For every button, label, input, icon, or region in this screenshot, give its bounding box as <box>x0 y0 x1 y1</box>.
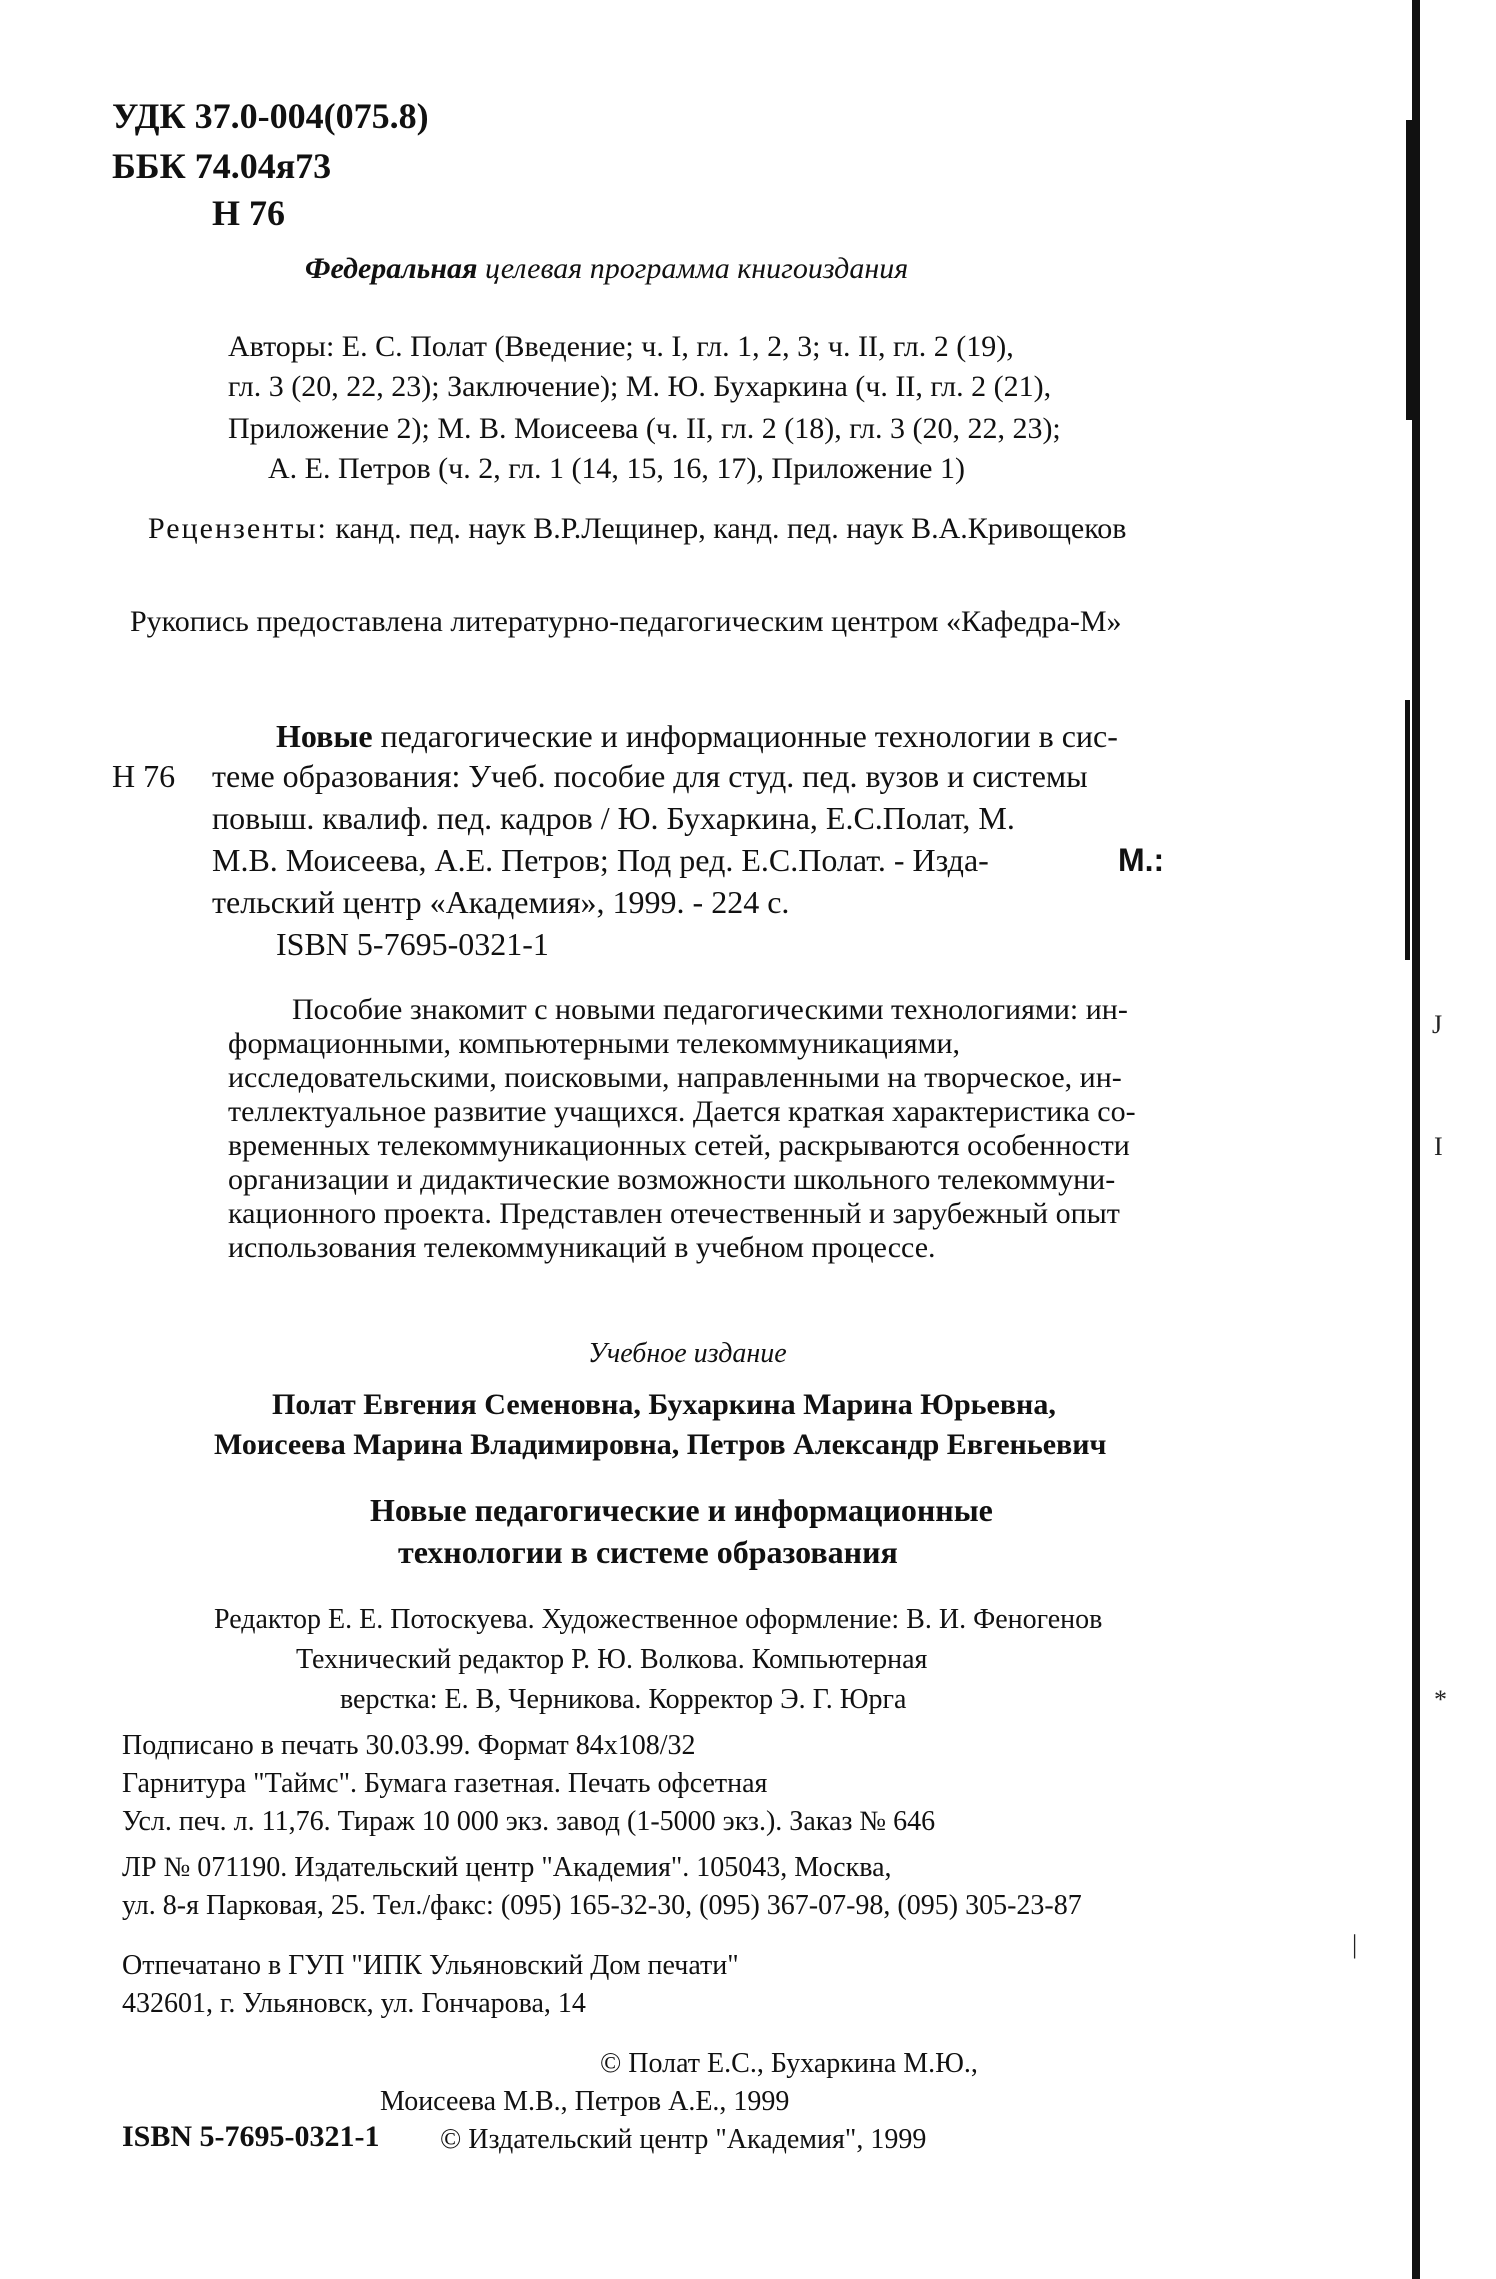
biblio-line-2: теме образования: Учеб. пособие для студ. пед. вузов и системы <box>212 758 1088 794</box>
copyright-line-2: Моисеева М.В., Петров А.Е., 1999 <box>380 2086 790 2117</box>
scan-edge-smudge <box>1406 120 1412 420</box>
credits-line-2: Технический редактор Р. Ю. Волкова. Компьютерная <box>296 1644 928 1675</box>
biblio-line-1: Новые педагогические и информационные технологии в сис- <box>276 718 1118 754</box>
edition-title-2: технологии в системе образования <box>398 1534 898 1570</box>
abstract-line: исследовательскими, поисковыми, направленными на творческое, ин- <box>228 1061 1122 1094</box>
imprint-line-2: Гарнитура "Таймс". Бумага газетная. Печать офсетная <box>122 1768 768 1799</box>
abstract-line: формационными, компьютерными телекоммуникациями, <box>228 1027 961 1060</box>
imprint-line-1: Подписано в печать 30.03.99. Формат 84x108/32 <box>122 1730 696 1761</box>
authors-line-1: Авторы: Е. С. Полат (Введение; ч. I, гл. 1, 2, 3; ч. II, гл. 2 (19), <box>228 330 1014 363</box>
scan-speck: J <box>1432 1010 1443 1039</box>
scan-speck: * <box>1434 1685 1447 1714</box>
edition-label: Учебное издание <box>588 1338 787 1369</box>
authors-line-3: Приложение 2); М. В. Моисеева (ч. II, гл. 2 (18), гл. 3 (20, 22, 23); <box>228 412 1061 445</box>
scan-edge-smudge <box>1405 700 1410 960</box>
scan-edge-line <box>1412 0 1420 2279</box>
biblio-line-3: повыш. квалиф. пед. кадров / Ю. Бухаркина, Е.С.Полат, М. <box>212 800 1015 836</box>
copyright-line-3: © Издательский центр "Академия", 1999 <box>440 2124 927 2155</box>
edition-authors-1: Полат Евгения Семеновна, Бухаркина Марина Юрьевна, <box>272 1388 1056 1421</box>
federal-program: Федеральная целевая программа книгоиздания <box>305 252 909 285</box>
author-sign: Н 76 <box>212 193 286 233</box>
abstract-line: Пособие знакомит с новыми педагогическими технологиями: ин- <box>292 993 1128 1026</box>
biblio-code: Н 76 <box>112 758 176 794</box>
biblio-line-4: М.В. Моисеева, А.Е. Петров; Под ред. Е.С.Полат. - Изда- <box>212 842 989 878</box>
printer-line-2: 432601, г. Ульяновск, ул. Гончарова, 14 <box>122 1988 586 2019</box>
authors-line-2: гл. 3 (20, 22, 23); Заключение); М. Ю. Бухаркина (ч. II, гл. 2 (21), <box>228 370 1052 403</box>
copyright-isbn: ISBN 5-7695-0321-1 <box>122 2120 380 2153</box>
bbk-code: ББК 74.04я73 <box>112 146 332 186</box>
edition-authors-2: Моисеева Марина Владимировна, Петров Александр Евгеньевич <box>214 1428 1107 1461</box>
abstract-line: теллектуальное развитие учащихся. Дается краткая характеристика со- <box>228 1095 1136 1128</box>
abstract-line: временных телекоммуникационных сетей, раскрываются особенности <box>228 1129 1130 1162</box>
reviewers: Рецензенты: канд. пед. наук В.Р.Лещинер, канд. пед. наук В.А.Кривощеков <box>148 512 1127 545</box>
printer-line-1: Отпечатано в ГУП "ИПК Ульяновский Дом печати" <box>122 1950 739 1981</box>
credits-line-3: верстка: Е. В, Черникова. Корректор Э. Г. Юрга <box>340 1684 907 1715</box>
abstract-line: организации и дидактические возможности школьного телекоммуни- <box>228 1163 1116 1196</box>
authors-line-4: А. Е. Петров (ч. 2, гл. 1 (14, 15, 16, 17), Приложение 1) <box>268 452 965 485</box>
scan-speck: | <box>1352 1930 1358 1959</box>
abstract <box>228 993 1228 1265</box>
credits-line-1: Редактор Е. Е. Потоскуева. Художественное оформление: В. И. Феногенов <box>214 1604 1103 1635</box>
copyright-line-1: © Полат Е.С., Бухаркина М.Ю., <box>600 2048 978 2079</box>
biblio-place: М.: <box>1118 842 1165 878</box>
imprint-line-5: ул. 8-я Парковая, 25. Тел./факс: (095) 165-32-30, (095) 367-07-98, (095) 305-23-87 <box>122 1890 1082 1921</box>
imprint-line-4: ЛР № 071190. Издательский центр "Академия". 105043, Москва, <box>122 1852 892 1883</box>
edition-title-1: Новые педагогические и информационные <box>370 1492 993 1528</box>
biblio-line-5: тельский центр «Академия», 1999. - 224 с. <box>212 884 790 920</box>
abstract-line: кационного проекта. Представлен отечественный и зарубежный опыт <box>228 1197 1120 1230</box>
imprint-line-3: Усл. печ. л. 11,76. Тираж 10 000 экз. завод (1-5000 экз.). Заказ № 646 <box>122 1806 936 1837</box>
abstract-line: использования телекоммуникаций в учебном процессе. <box>228 1231 936 1264</box>
biblio-isbn: ISBN 5-7695-0321-1 <box>276 926 549 962</box>
manuscript-note: Рукопись предоставлена литературно-педагогическим центром «Кафедра-М» <box>130 605 1122 638</box>
scan-speck: I <box>1434 1132 1443 1161</box>
udk-code: УДК 37.0-004(075.8) <box>112 96 429 136</box>
